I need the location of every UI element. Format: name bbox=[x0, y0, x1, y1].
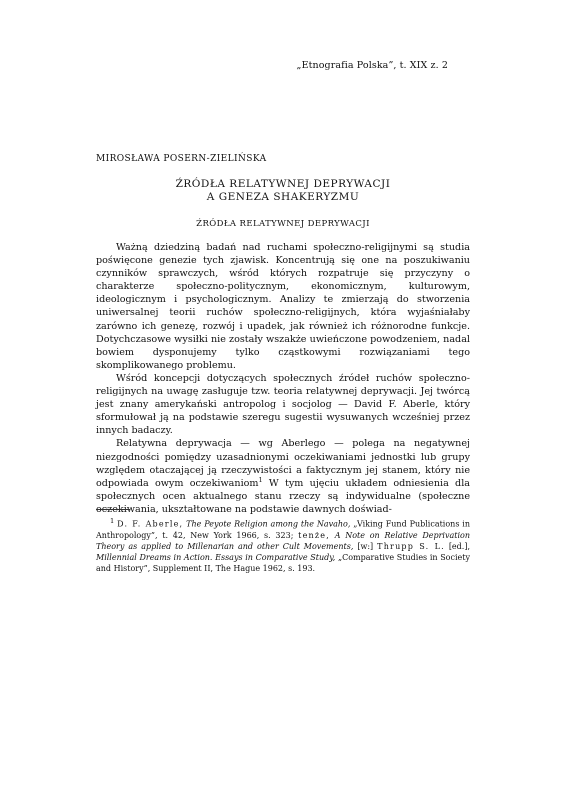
footnote-author-1: D. F. Aberle, bbox=[117, 519, 184, 529]
article-title bbox=[0, 178, 566, 204]
article-body bbox=[96, 241, 470, 516]
paragraph-3 bbox=[96, 437, 470, 516]
paragraph-3-text-b: W tym ujęciu układem odniesienia dla społecznych ocen aktualnego stanu rzeczy są indywidualne (społeczne oczekiwania, ukształtowane na podstawie dawnych doświad- bbox=[96, 477, 470, 515]
footnote-text-4: „Comparative Studies in Society and History”, Supplement II, The Hague 1962, s. 193. bbox=[96, 553, 470, 574]
footnote-text-2: [w:] bbox=[357, 542, 374, 552]
footnote-number: 1 bbox=[110, 517, 115, 525]
paragraph-2: Wśród koncepcji dotyczących społecznych źródeł ruchów społeczno-religijnych na uwagę zasługuje tzw. teoria relatywnej deprywacji. Jej twórcą jest znany amerykański antropolog i socjolog — David F. Aberle, który sformułował ją na podstawie szeregu sugestii wysuwanych wcześniej przez innych badaczy. bbox=[96, 372, 470, 437]
footnote-title-2: A Note on Relative Deprivation Theory as applied to Millenarian and other Cult Movements, bbox=[96, 530, 470, 552]
footnote-author-2: Thrupp S. L. bbox=[377, 542, 445, 552]
footnote-title-3: Millennial Dreams in Action. Essays in Comparative Study, bbox=[96, 553, 336, 563]
footnote-tenze: tenże, bbox=[298, 530, 330, 540]
section-heading: ŹRÓDŁA RELATYWNEJ DEPRYWACJI bbox=[196, 219, 370, 229]
article-title-line-2: A GENEZA SHAKERYZMU bbox=[206, 191, 360, 203]
paragraph-3-text-a: Relatywna deprywacja — wg Aberlego — polega na negatywnej niezgodności pomiędzy uzasadnionymi oczekiwaniami jednostki lub grupy względem otaczającej ją rzeczywistości a faktycznym jej stanem, który nie odpowiada owym oczekiwaniom bbox=[96, 438, 470, 489]
paragraph-1: Ważną dziedziną badań nad ruchami społeczno-religijnymi są studia poświęcone genezie tych zjawisk. Koncentrują się one na poszukiwaniu czynników sprawczych, wśród których rozpatruje się przyczyny o charakterze społeczno-politycznym, ekonomicznym, kulturowym, ideologicznym i psychologicznym. Analizy te zmierzają do stworzenia uniwersalnej teorii ruchów społeczno-religijnych, która wyjaśniałaby zarówno ich genezę, rozwój i upadek, jak również ich różnorodne funkcje. Dotychczasowe wysiłki nie zostały wszakże uwieńczone powodzeniem, nadal bowiem dysponujemy tylko cząstkowymi rozwiązaniami tego skomplikowanego problemu. bbox=[96, 242, 470, 371]
footnote-text-1: „Viking Fund Publications in Anthropology”, t. 42, New York 1966, s. 323; bbox=[96, 519, 471, 540]
article-title-line-1: ŹRÓDŁA RELATYWNEJ DEPRYWACJI bbox=[175, 178, 391, 190]
footnote-title-1: The Peyote Religion among the Navaho, bbox=[186, 519, 351, 529]
article-author: MIROSŁAWA POSERN-ZIELIŃSKA bbox=[96, 154, 267, 164]
footnote-reference[interactable]: 1 bbox=[258, 475, 263, 484]
footnote-divider bbox=[96, 509, 130, 510]
footnote-1 bbox=[96, 516, 470, 575]
running-head: „Etnografia Polska”, t. XIX z. 2 bbox=[296, 60, 448, 71]
footnote-text-3: [ed.], bbox=[448, 542, 470, 552]
